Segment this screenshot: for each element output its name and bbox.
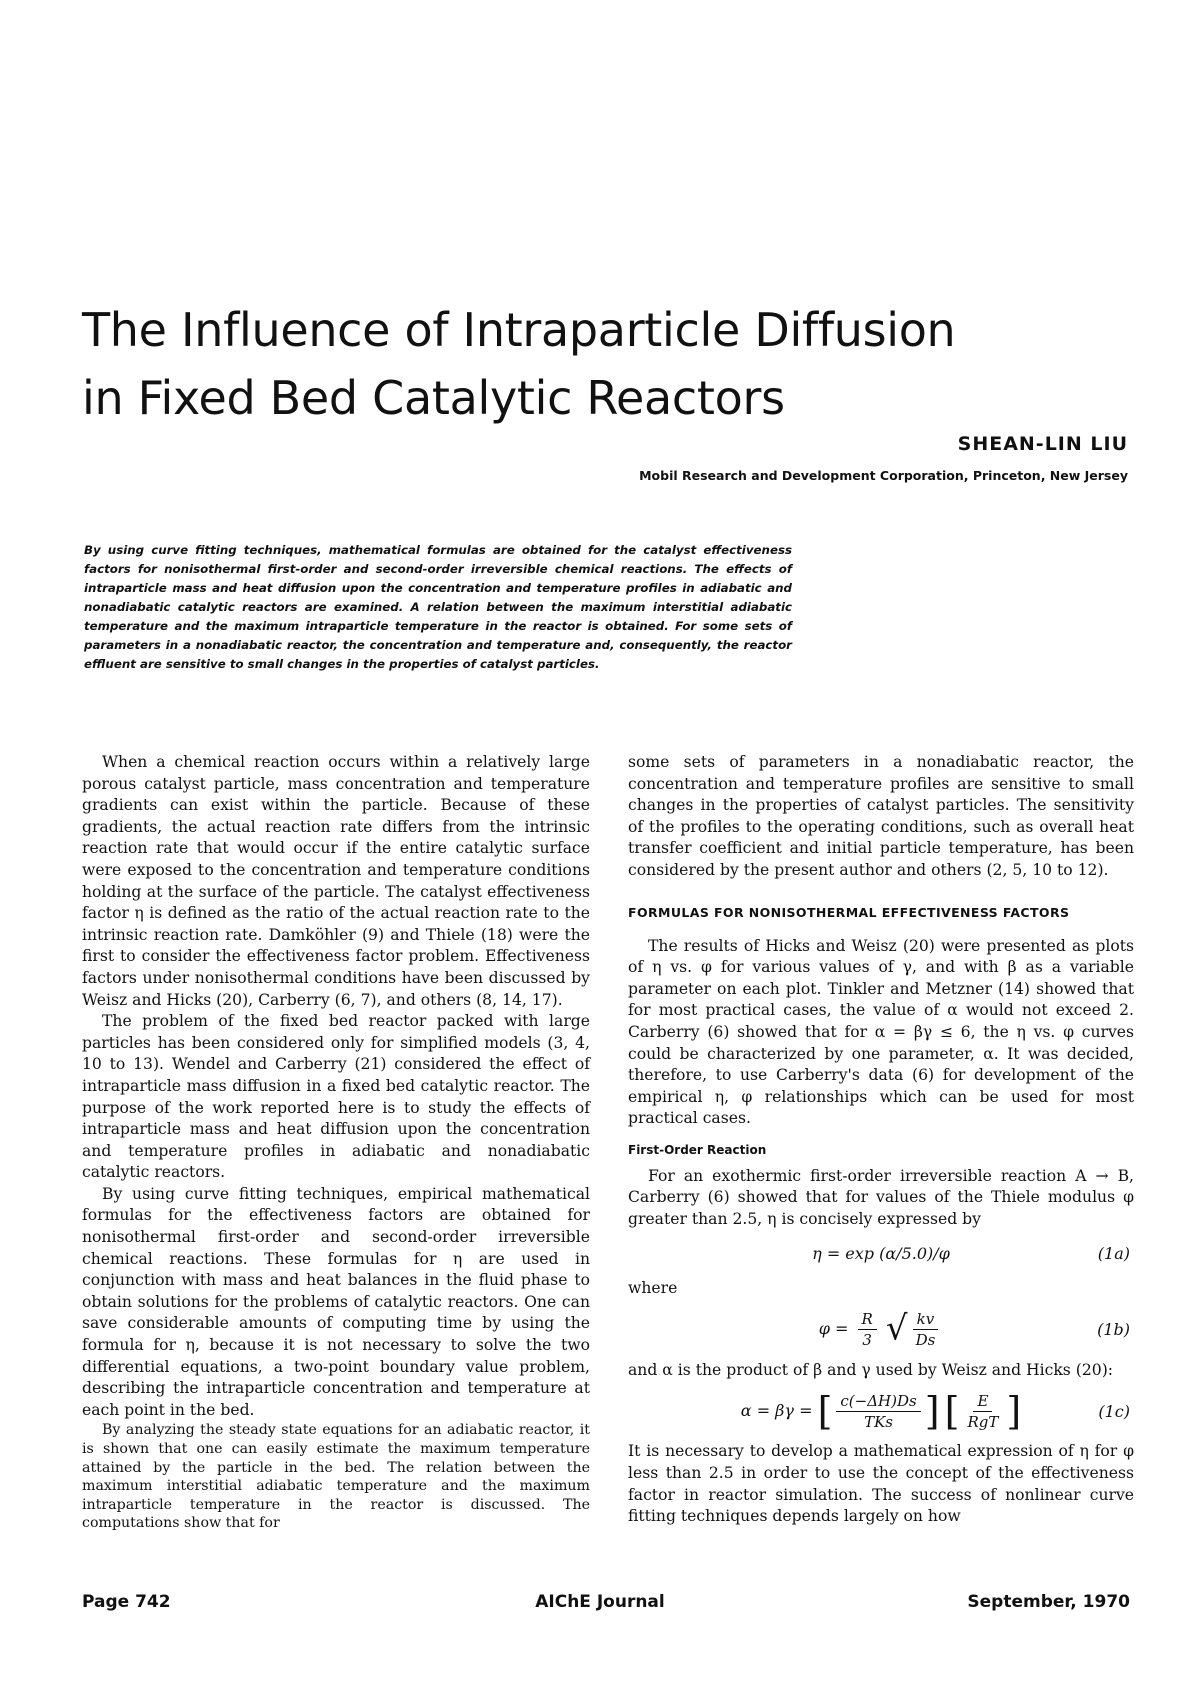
footer-date: September, 1970 [967,1592,1130,1612]
right-bracket: ] [1006,1389,1022,1434]
title-line-1: The Influence of Intraparticle Diffusion [82,303,956,357]
equation-1c-label: (1c) [1098,1401,1130,1421]
equation-1b-lhs: φ = [818,1319,849,1339]
where-text: where [628,1279,678,1298]
author-name: SHEAN-LIN LIU [957,433,1128,455]
equation-1c [628,1383,1134,1439]
subsection-heading: First-Order Reaction [628,1142,767,1157]
body-paragraph: The problem of the fixed bed reactor packed with large particles has been considered only for simplified models (3, 4, 10 to 13). Wendel and Carberry (21) considered the effect of intraparticle mass diffusion in a fixed bed catalytic reactor. The purpose of the work reported here is to study the effects of intraparticle mass and heat diffusion upon the concentration and temperature profiles in adiabatic and nonadiabatic catalytic reactors. [82,1012,590,1182]
equation-1b-label: (1b) [1097,1320,1130,1340]
equation-1b-fraction [858,1309,877,1350]
equation-1c-fraction-1 [836,1391,920,1432]
paper-title [82,296,1122,432]
equation-1b-sqrt-fraction [912,1309,940,1350]
equation-1b-frac-num: R [858,1309,877,1330]
equation-1b [628,1302,1134,1358]
equation-1a-body: η = exp (α/5.0)/φ [812,1244,950,1264]
equation-1a-label: (1a) [1097,1244,1130,1264]
title-line-2: in Fixed Bed Catalytic Reactors [82,371,785,425]
equation-1c-f2-num: E [973,1391,992,1412]
equation-1b-frac-den: 3 [862,1331,872,1350]
body-paragraph: By analyzing the steady state equations for an adiabatic reactor, it is shown that one can easily estimate the maximum temperature attained by the particle in the bed. The relation between the maximum interstitial adiabatic temperature and the maximum intraparticle temperature in the reactor is discussed. The computations show that for [82,1422,590,1532]
equation-1c-f2-den: RgT [967,1412,999,1431]
section-heading: FORMULAS FOR NONISOTHERMAL EFFECTIVENESS FACTORS [628,904,1070,920]
equation-1c-lhs: α = βγ = [740,1400,813,1420]
footer-journal: AIChE Journal [535,1592,665,1612]
body-paragraph: some sets of parameters in a nonadiabatic reactor, the concentration and temperature profiles are sensitive to small changes in the properties of catalyst particles. The sensitivity of the profiles to the operating conditions, such as overall heat transfer coefficient and initial particle temperature, has been considered by the present author and others (2, 5, 10 to 12). [628,753,1134,879]
footer-page-number: Page 742 [82,1592,171,1612]
equation-1b-sqrt-den: Ds [915,1331,936,1350]
body-paragraph: The results of Hicks and Weisz (20) were presented as plots of η vs. φ for various values of γ, and with β as a variable parameter on each plot. Tinkler and Metzner (14) showed that for most practical cases, the value of α would not exceed 2. Carberry (6) showed that for α = βγ ≤ 6, the η vs. φ curves could be characterized by one parameter, α. It was decided, therefore, to use Carberry's data (6) for development of the empirical η, φ relationships which can be used for most practical cases. [628,936,1134,1128]
body-paragraph: and α is the product of β and γ used by Weisz and Hicks (20): [628,1360,1114,1379]
body-paragraph: When a chemical reaction occurs within a relatively large porous catalyst particle, mass concentration and temperature gradients can exist within the particle. Because of these gradients, the actual reaction rate differs from the intrinsic reaction rate that would occur if the entire catalytic surface were exposed to the concentration and temperature conditions holding at the surface of the particle. The catalyst effectiveness factor η is defined as the ratio of the actual reaction rate to the intrinsic reaction rate. Damköhler (9) and Thiele (18) were the first to consider the effectiveness factor problem. Effectiveness factors under nonisothermal conditions have been discussed by Weisz and Hicks (20), Carberry (6, 7), and others (8, 14, 17). [82,753,590,1009]
body-paragraph: For an exothermic first-order irreversible reaction A → B, Carberry (6) showed that for values of the Thiele modulus φ greater than 2.5, η is concisely expressed by [628,1166,1134,1228]
left-column [82,752,590,1533]
body-paragraph: It is necessary to develop a mathematical expression of η for φ less than 2.5 in order to use the concept of the effectiveness factor in reactor simulation. The success of nonlinear curve fitting techniques depends largely on how [628,1442,1134,1526]
equation-1b-sqrt-num: kv [913,1309,939,1330]
body-paragraph: By using curve fitting techniques, empirical mathematical formulas for the effectiveness factors are obtained for nonisothermal first-order and second-order irreversible chemical reactions. These formulas for η are used in conjunction with mass and heat balances in the fluid phase to obtain solutions for the problems of catalytic reactors. One can save considerable amounts of computing time by using the formula for η, because it is not necessary to solve the two differential equations, a two-point boundary value problem, describing the intraparticle concentration and temperature at each point in the bed. [82,1184,590,1419]
abstract: By using curve fitting techniques, mathematical formulas are obtained for the catalyst effectiveness factors for nonisothermal first-order and second-order irreversible chemical reactions. The effects of intraparticle mass and heat diffusion upon the concentration and temperature profiles in adiabatic and nonadiabatic catalytic reactors are examined. A relation between the maximum interstitial adiabatic temperature and the maximum intraparticle temperature in the reactor is obtained. For some sets of parameters in a nonadiabatic reactor, the concentration and temperature and, consequently, the reactor effluent are sensitive to small changes in the properties of catalyst particles. [84,543,792,671]
sqrt-symbol: √ [885,1309,908,1350]
right-column [628,752,1134,1528]
equation-1c-f1-num: c(−ΔH)Ds [836,1391,920,1412]
author-affiliation: Mobil Research and Development Corporation, Princeton, New Jersey [639,468,1128,483]
left-bracket: [ [944,1389,960,1434]
right-bracket: ] [924,1389,940,1434]
left-bracket: [ [817,1389,833,1434]
equation-1c-fraction-2 [963,1391,1002,1432]
equation-1a [628,1232,1134,1276]
equation-1c-f1-den: TKs [864,1412,894,1431]
